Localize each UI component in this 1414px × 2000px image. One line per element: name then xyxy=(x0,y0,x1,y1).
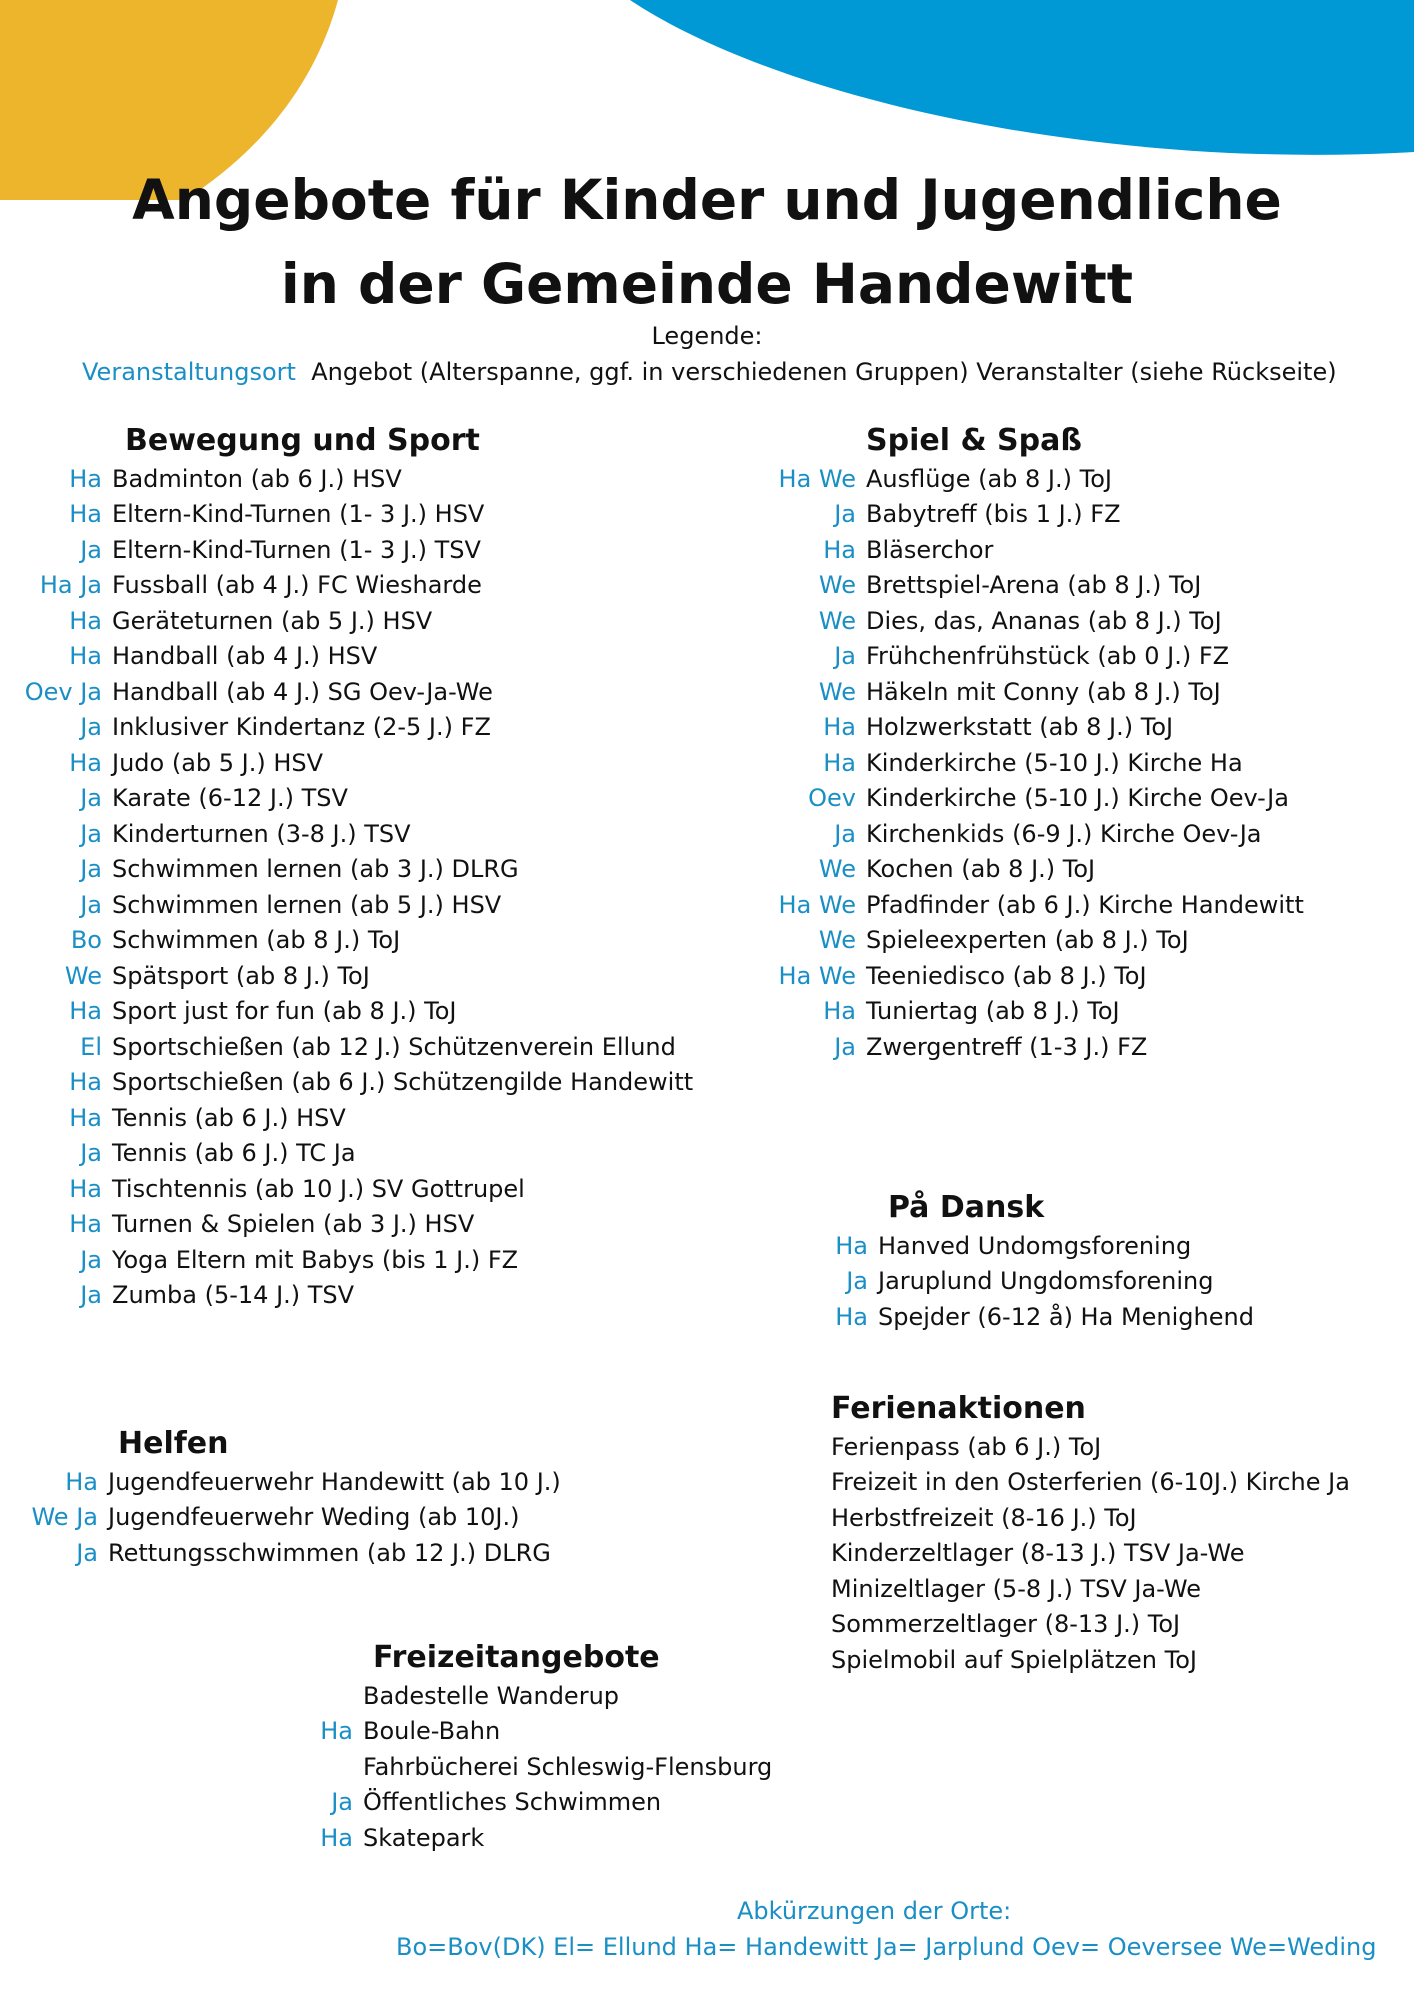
offer-text: Fahrbücherei Schleswig-Flensburg xyxy=(363,1752,773,1781)
location-code: Ha xyxy=(69,1174,102,1203)
location-code: Ha xyxy=(835,1302,868,1331)
location-code: We xyxy=(818,677,856,706)
offer-text: Holzwerkstatt (ab 8 J.) ToJ xyxy=(866,713,1174,742)
location-code: Ha xyxy=(69,642,102,671)
list-item xyxy=(0,852,1304,888)
location-code: Ha xyxy=(69,997,102,1026)
offer-text: Kinderzeltlager (8-13 J.) TSV Ja-We xyxy=(831,1539,1245,1568)
location-code: Ja xyxy=(80,890,102,919)
offer-text: Kirchenkids (6-9 J.) Kirche Oev-Ja xyxy=(866,819,1262,848)
offer-text: Eltern-Kind-Turnen (1- 3 J.) TSV xyxy=(112,535,481,564)
list-item xyxy=(0,1100,693,1136)
offer-text: Sport just for fun (ab 8 J.) ToJ xyxy=(112,997,457,1026)
list-item xyxy=(0,1500,1350,1536)
list-item xyxy=(0,1536,1350,1572)
offer-text: Häkeln mit Conny (ab 8 J.) ToJ xyxy=(866,677,1221,706)
offer-text: Jaruplund Ungdomsforening xyxy=(878,1267,1214,1296)
list-item xyxy=(0,1749,772,1785)
list-item xyxy=(0,1228,1254,1264)
offer-text: Jugendfeuerwehr Handewitt (ab 10 J.) xyxy=(108,1467,561,1496)
list-item xyxy=(0,1299,1254,1335)
section-heading: Ferienaktionen xyxy=(831,1391,1086,1426)
offer-text: Sportschießen (ab 12 J.) Schützenverein Ellund xyxy=(112,1032,676,1061)
offer-text: Spielmobil auf Spielplätzen ToJ xyxy=(831,1645,1197,1674)
offer-text: Spätsport (ab 8 J.) ToJ xyxy=(112,961,370,990)
offer-text: Pfadfinder (ab 6 J.) Kirche Handewitt xyxy=(866,890,1304,919)
section-heading: På Dansk xyxy=(888,1190,1045,1225)
list-item xyxy=(0,923,1304,959)
location-code: Bo xyxy=(70,926,102,955)
location-code: Oev Ja xyxy=(24,677,102,706)
location-code: Ha We xyxy=(778,961,856,990)
section-ferien xyxy=(0,1389,1350,1678)
section-dansk xyxy=(0,1188,1254,1335)
title-line-2: in der Gemeinde Handewitt xyxy=(280,252,1134,316)
location-code: Ha xyxy=(69,1068,102,1097)
location-code: Ja xyxy=(80,535,102,564)
offer-text: Skatepark xyxy=(363,1823,485,1852)
section-freizeit xyxy=(0,1638,772,1856)
offer-text: Jugendfeuerwehr Weding (ab 10J.) xyxy=(108,1503,520,1532)
location-code: Ha xyxy=(69,606,102,635)
location-code: Ja xyxy=(80,819,102,848)
offer-text: Sommerzeltlager (8-13 J.) ToJ xyxy=(831,1610,1181,1639)
legend-description: Angebot (Alterspanne, ggf. in verschiedenen Gruppen) Veranstalter (siehe Rückseite) xyxy=(311,358,1337,386)
section-heading: Helfen xyxy=(118,1426,229,1461)
list-item xyxy=(0,816,1304,852)
location-code: Ha xyxy=(69,464,102,493)
location-code: Ja xyxy=(80,713,102,742)
offer-text: Handball (ab 4 J.) SG Oev-Ja-We xyxy=(112,677,493,706)
offer-text: Brettspiel-Arena (ab 8 J.) ToJ xyxy=(866,571,1202,600)
location-code: Ha xyxy=(823,997,856,1026)
offer-text: Geräteturnen (ab 5 J.) HSV xyxy=(112,606,433,635)
offer-text: Turnen & Spielen (ab 3 J.) HSV xyxy=(112,1210,475,1239)
offer-text: Boule-Bahn xyxy=(363,1717,501,1746)
location-code: We xyxy=(818,606,856,635)
offer-text: Schwimmen lernen (ab 5 J.) HSV xyxy=(112,890,502,919)
legend-location-label: Veranstaltungsort xyxy=(82,358,296,386)
location-code: Ja xyxy=(80,1245,102,1274)
list-item xyxy=(0,1785,772,1821)
list-item xyxy=(0,461,1304,497)
list-item xyxy=(0,710,1304,746)
list-item xyxy=(0,639,1304,675)
location-code: Ha xyxy=(320,1717,353,1746)
offer-text: Inklusiver Kindertanz (2-5 J.) FZ xyxy=(112,713,491,742)
section-heading: Freizeitangebote xyxy=(373,1640,660,1675)
offer-text: Rettungsschwimmen (ab 12 J.) DLRG xyxy=(108,1538,551,1567)
location-code: Ja xyxy=(846,1267,868,1296)
offer-text: Zwergentreff (1-3 J.) FZ xyxy=(866,1032,1148,1061)
location-code: Ha We xyxy=(778,890,856,919)
location-code: Ja xyxy=(834,500,856,529)
location-code: Ha xyxy=(65,1467,98,1496)
list-item xyxy=(0,1714,772,1750)
list-item xyxy=(0,1429,1350,1465)
offer-text: Kinderturnen (3-8 J.) TSV xyxy=(112,819,411,848)
offer-text: Teeniedisco (ab 8 J.) ToJ xyxy=(866,961,1147,990)
location-code: Ha xyxy=(835,1231,868,1260)
location-code: Ja xyxy=(76,1538,98,1567)
offer-text: Spejder (6-12 å) Ha Menighend xyxy=(878,1302,1254,1331)
offer-text: Hanved Undomgsforening xyxy=(878,1231,1192,1260)
offer-text: Yoga Eltern mit Babys (bis 1 J.) FZ xyxy=(112,1245,519,1274)
list-item xyxy=(0,887,1304,923)
offer-text: Handball (ab 4 J.) HSV xyxy=(112,642,378,671)
list-item xyxy=(0,1136,693,1172)
offer-text: Kinderkirche (5-10 J.) Kirche Oev-Ja xyxy=(866,784,1289,813)
offer-text: Badestelle Wanderup xyxy=(363,1681,620,1710)
list-item xyxy=(0,958,1304,994)
offer-text: Frühchenfrühstück (ab 0 J.) FZ xyxy=(866,642,1230,671)
offer-text: Ferienpass (ab 6 J.) ToJ xyxy=(831,1432,1102,1461)
offer-text: Karate (6-12 J.) TSV xyxy=(112,784,348,813)
list-item xyxy=(0,603,1304,639)
list-item xyxy=(0,1678,772,1714)
offer-text: Ausflüge (ab 8 J.) ToJ xyxy=(866,464,1112,493)
location-code: Ha xyxy=(69,500,102,529)
location-code: Ja xyxy=(834,819,856,848)
location-code: Ja xyxy=(331,1788,353,1817)
list-item xyxy=(0,1264,1254,1300)
offer-text: Badminton (ab 6 J.) HSV xyxy=(112,464,402,493)
offer-text: Öffentliches Schwimmen xyxy=(363,1788,662,1817)
offer-text: Freizeit in den Osterferien (6-10J.) Kirche Ja xyxy=(831,1468,1350,1497)
title-line-1: Angebote für Kinder und Jugendliche xyxy=(132,168,1282,232)
offer-text: Spieleexperten (ab 8 J.) ToJ xyxy=(866,926,1189,955)
offer-text: Minizeltlager (5-8 J.) TSV Ja-We xyxy=(831,1574,1201,1603)
list-item xyxy=(0,994,1304,1030)
offer-text: Zumba (5-14 J.) TSV xyxy=(112,1281,355,1310)
list-item xyxy=(0,568,1304,604)
list-item xyxy=(0,781,1304,817)
offer-text: Babytreff (bis 1 J.) FZ xyxy=(866,500,1121,529)
offer-text: Fussball (ab 4 J.) FC Wiesharde xyxy=(112,571,482,600)
section-heading: Spiel & Spaß xyxy=(866,423,1082,458)
location-code: Ha xyxy=(69,748,102,777)
offer-text: Tuniertag (ab 8 J.) ToJ xyxy=(866,997,1120,1026)
location-code: El xyxy=(80,1032,102,1061)
offer-text: Schwimmen (ab 8 J.) ToJ xyxy=(112,926,401,955)
location-code: Ha xyxy=(69,1210,102,1239)
location-code: Ja xyxy=(834,642,856,671)
list-item xyxy=(0,1571,1350,1607)
list-item xyxy=(0,1065,693,1101)
offer-text: Schwimmen lernen (ab 3 J.) DLRG xyxy=(112,855,519,884)
offer-text: Tennis (ab 6 J.) HSV xyxy=(112,1103,346,1132)
location-code: We xyxy=(818,571,856,600)
offer-text: Judo (ab 5 J.) HSV xyxy=(112,748,324,777)
location-code: Ja xyxy=(834,1032,856,1061)
legend-heading: Legende: xyxy=(651,322,763,350)
offer-text: Sportschießen (ab 6 J.) Schützengilde Handewitt xyxy=(112,1068,694,1097)
offer-text: Herbstfreizeit (8-16 J.) ToJ xyxy=(831,1503,1137,1532)
location-code: Ha xyxy=(823,713,856,742)
abbreviations-heading: Abkürzungen der Orte: xyxy=(737,1897,1012,1925)
location-code: We xyxy=(818,926,856,955)
blue-arc xyxy=(630,0,1414,155)
location-code: Ha We xyxy=(778,464,856,493)
list-item xyxy=(0,674,1304,710)
location-code: We xyxy=(818,855,856,884)
location-code: Ja xyxy=(80,1139,102,1168)
offer-text: Tennis (ab 6 J.) TC Ja xyxy=(112,1139,356,1168)
list-item xyxy=(0,1820,772,1856)
location-code: Ja xyxy=(80,784,102,813)
abbreviations-text: Bo=Bov(DK) El= Ellund Ha= Handewitt Ja= Jarplund Oev= Oeversee We=Weding xyxy=(396,1933,1377,1961)
location-code: Ha xyxy=(69,1103,102,1132)
location-code: Ja xyxy=(80,855,102,884)
list-item xyxy=(0,1607,1350,1643)
section-heading: Bewegung und Sport xyxy=(125,423,480,458)
location-code: Ha Ja xyxy=(39,571,102,600)
location-code: Oev xyxy=(808,784,856,813)
offer-text: Eltern-Kind-Turnen (1- 3 J.) HSV xyxy=(112,500,485,529)
location-code: Ha xyxy=(823,535,856,564)
list-item xyxy=(0,497,1304,533)
location-code: Ja xyxy=(80,1281,102,1310)
offer-text: Tischtennis (ab 10 J.) SV Gottrupel xyxy=(112,1174,525,1203)
offer-text: Kinderkirche (5-10 J.) Kirche Ha xyxy=(866,748,1243,777)
section-spiel xyxy=(0,421,1304,1065)
offer-text: Bläserchor xyxy=(866,535,994,564)
location-code: We Ja xyxy=(31,1503,98,1532)
offer-text: Dies, das, Ananas (ab 8 J.) ToJ xyxy=(866,606,1222,635)
legend xyxy=(82,356,1382,388)
location-code: We xyxy=(64,961,102,990)
list-item xyxy=(0,1465,1350,1501)
offer-text: Kochen (ab 8 J.) ToJ xyxy=(866,855,1096,884)
list-item xyxy=(0,1029,1304,1065)
location-code: Ha xyxy=(823,748,856,777)
list-item xyxy=(0,745,1304,781)
page-title xyxy=(0,158,1414,326)
location-code: Ha xyxy=(320,1823,353,1852)
list-item xyxy=(0,532,1304,568)
